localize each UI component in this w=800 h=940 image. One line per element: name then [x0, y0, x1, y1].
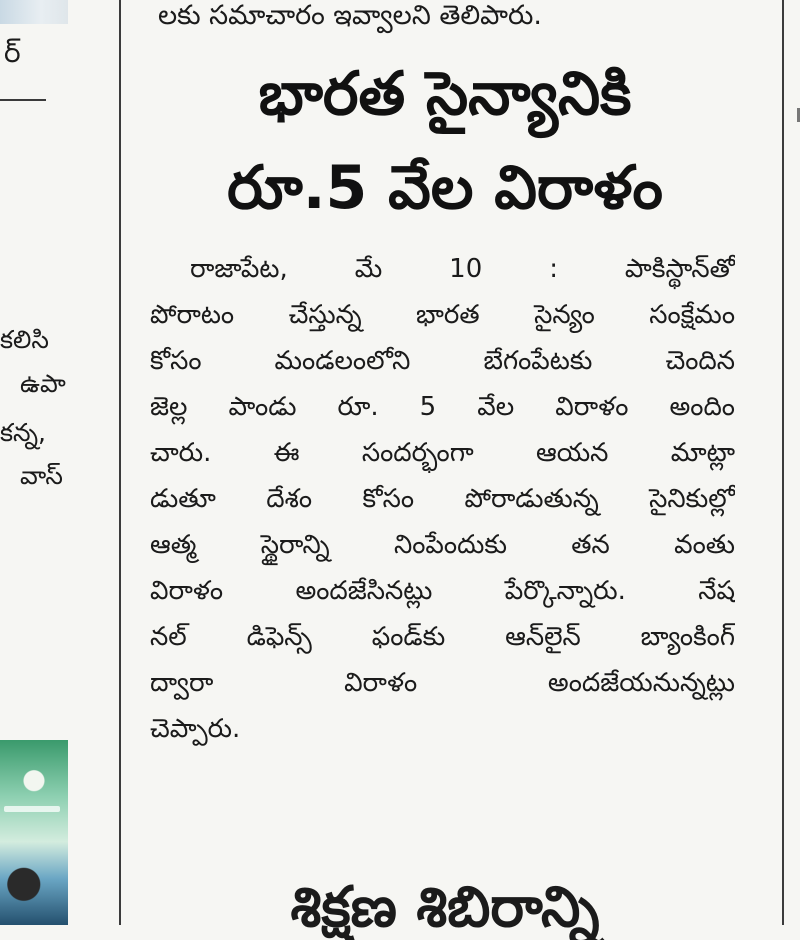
body-line: విరాళం అందజేసినట్లు పేర్కొన్నారు. నేష — [150, 576, 735, 606]
left-fragment: కన్న, — [0, 418, 46, 447]
body-line: రాజాపేట, మే 10 : పాకిస్థాన్‌తో — [190, 254, 735, 284]
left-photo-caption-band — [4, 806, 60, 812]
headline-line-1: భారత సైన్యానికి — [258, 59, 632, 129]
left-fragment: ఉపా — [20, 369, 66, 398]
body-line: చెప్పారు. — [150, 714, 241, 744]
left-top-text: ర్ — [4, 36, 21, 69]
left-fragment: కలిసి — [0, 325, 49, 354]
body-line: జెల్ల పాండు రూ. 5 వేల విరాళం అందిం — [150, 392, 735, 422]
body-line: ఆత్మ స్థైరాన్ని నింపేందుకు తన వంతు — [150, 530, 735, 560]
left-column — [0, 0, 95, 925]
body-line: పోరాటం చేస్తున్న భారత సైన్యం సంక్షేమం — [150, 300, 735, 330]
left-divider — [0, 99, 46, 101]
body-line: ద్వారా విరాళం అందజేయనున్నట్లు — [150, 668, 735, 698]
body-line: కోసం మండలంలోని బేగంపేటకు చెందిన — [150, 346, 735, 376]
body-line: చారు. ఈ సందర్భంగా ఆయన మాట్లా — [150, 438, 735, 468]
left-photo — [0, 740, 68, 925]
article-body — [150, 246, 735, 752]
body-line: డుతూ దేశం కోసం పోరాడుతున్న సైనికుల్లో — [150, 484, 735, 514]
next-article-headline: శిక్షణ శిబిరాన్ని — [290, 875, 600, 940]
column-rule-right — [782, 0, 784, 925]
left-fragment: వాస్ — [20, 461, 63, 490]
previous-article-last-line: లకు సమాచారం ఇవ్వాలని తెలిపారు. — [158, 0, 542, 31]
headline-line-2: రూ.5 వేల విరాళం — [227, 153, 663, 223]
body-line: నల్ డిఫెన్స్ ఫండ్‌కు ఆన్‌లైన్ బ్యాంకింగ్ — [150, 622, 735, 652]
left-top-image — [0, 0, 68, 24]
column-rule-left — [119, 0, 121, 925]
